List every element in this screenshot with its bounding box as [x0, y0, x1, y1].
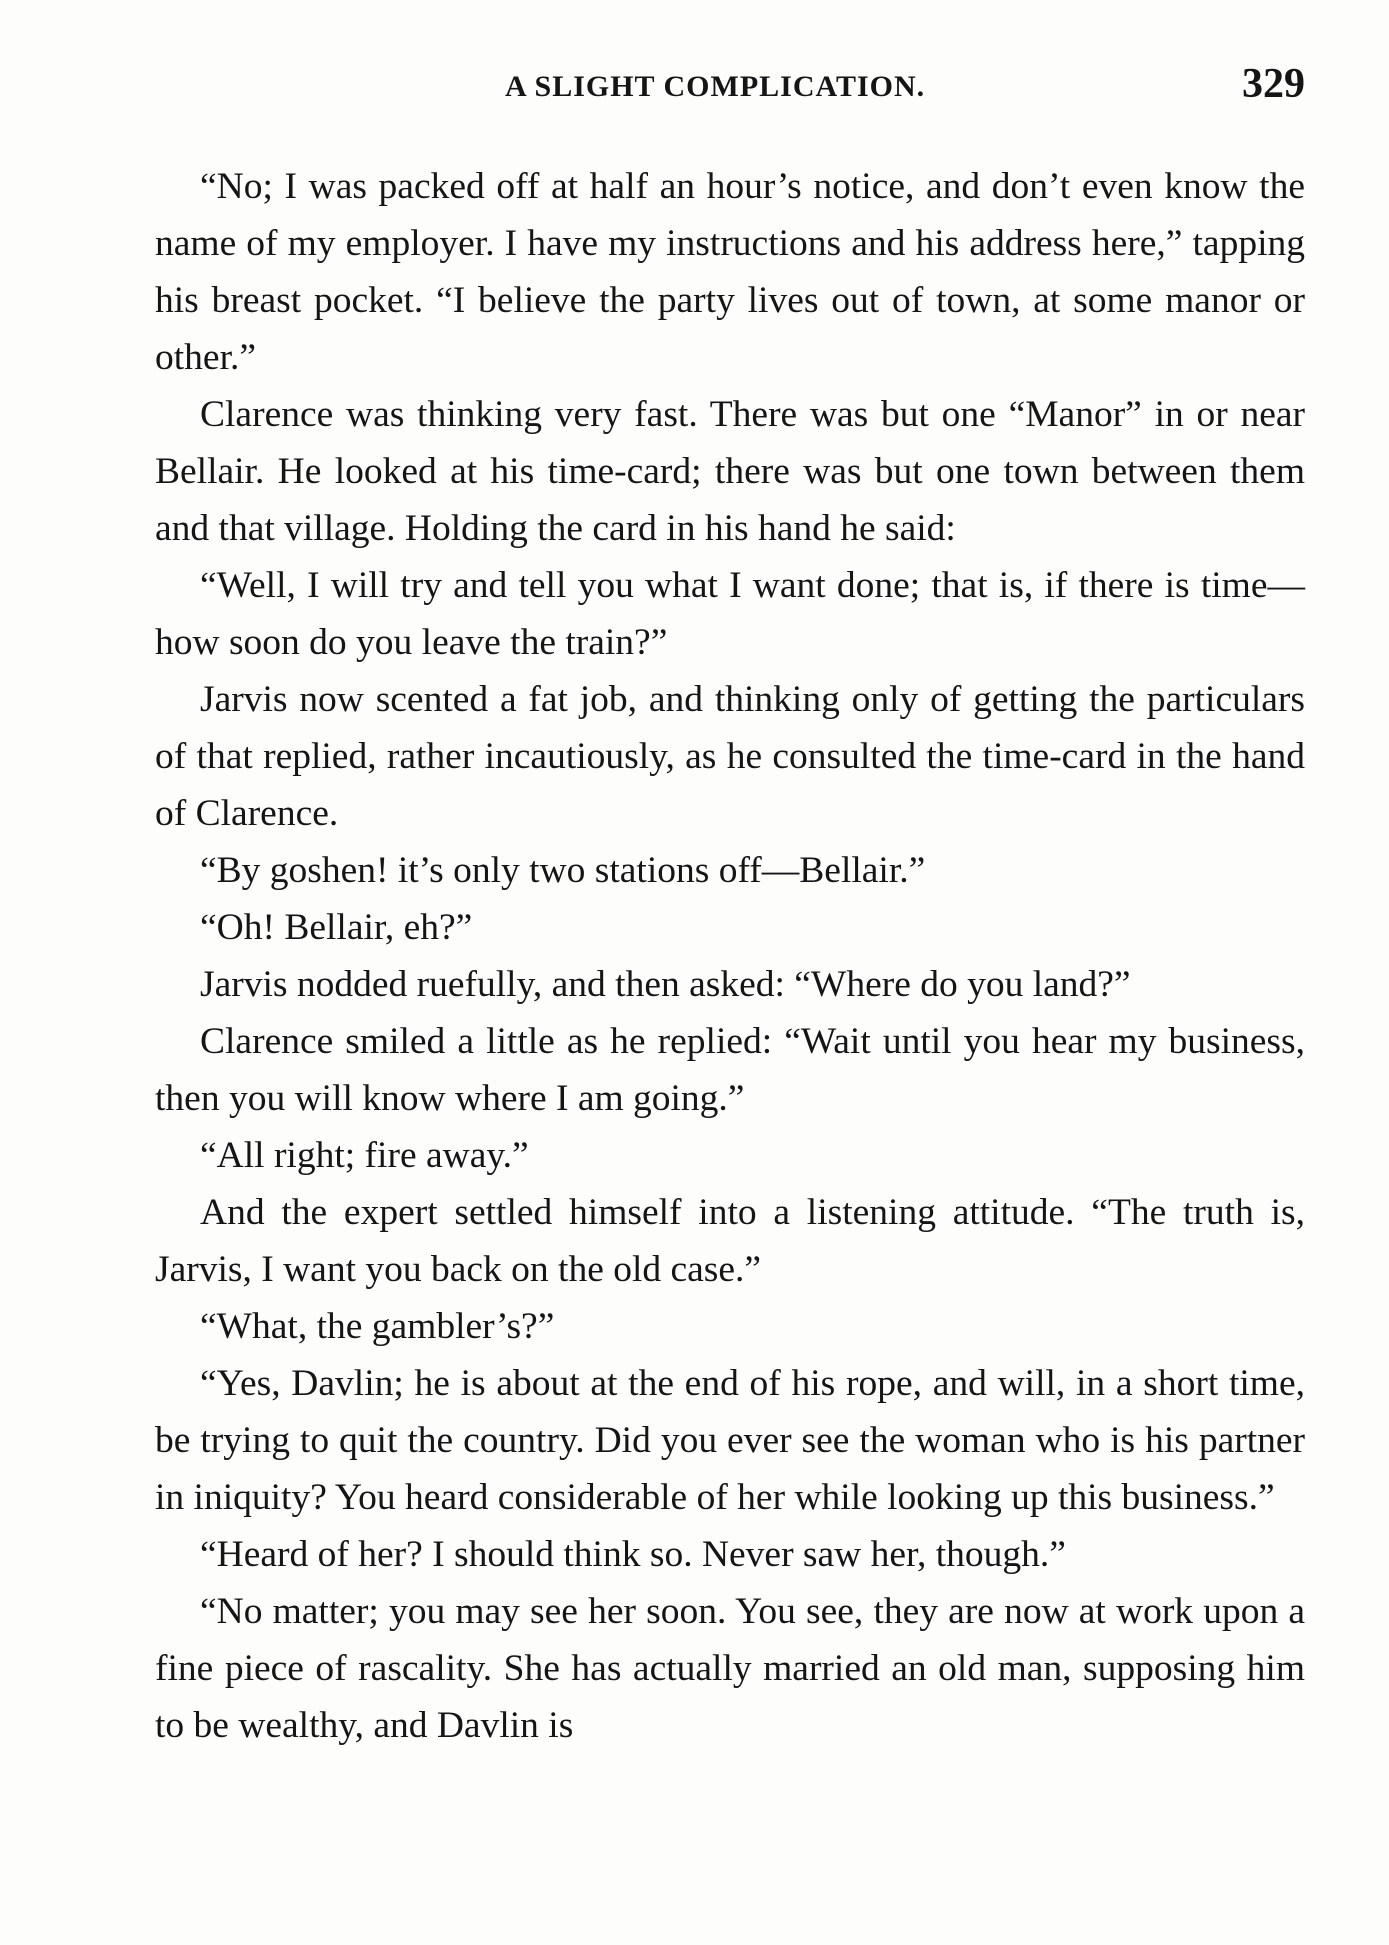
paragraph: “Heard of her? I should think so. Never saw her, though.”: [200, 1534, 1066, 1575]
paragraph: “By goshen! it’s only two stations off—Bellair.”: [200, 850, 926, 891]
paragraph: Jarvis now scented a fat job, and thinking only of getting the particulars of that replied, rather incautiously, as he consulted the time-card in the hand of Clarence.: [155, 679, 1305, 834]
paragraph: Clarence was thinking very fast. There was but one “Manor” in or near Bellair. He looked at his time-card; there was but one town between them and that village. Holding the card in his hand he said:: [155, 394, 1305, 549]
running-head: A SLIGHT COMPLICATION.: [505, 70, 926, 103]
body-text: [155, 158, 1305, 1754]
paragraph: “What, the gambler’s?”: [200, 1306, 555, 1347]
paragraph: “Well, I will try and tell you what I want done; that is, if there is time—how soon do you leave the train?”: [155, 565, 1305, 663]
paragraph: Clarence smiled a little as he replied: “Wait until you hear my business, then you will know where I am going.”: [155, 1021, 1305, 1119]
paragraph: “No matter; you may see her soon. You see, they are now at work upon a fine piece of rascality. She has actually married an old man, supposing him to be wealthy, and Davlin is: [155, 1591, 1305, 1746]
paragraph: “Oh! Bellair, eh?”: [200, 907, 473, 948]
paragraph: “Yes, Davlin; he is about at the end of his rope, and will, in a short time, be trying to quit the country. Did you ever see the woman who is his partner in iniquity? You heard considerable of her while looking up this business.”: [155, 1363, 1305, 1518]
paragraph: “All right; fire away.”: [200, 1135, 529, 1176]
paragraph: “No; I was packed off at half an hour’s notice, and don’t even know the name of my employer. I have my instructions and his address here,” tapping his breast pocket. “I believe the party lives out of town, at some manor or other.”: [155, 166, 1305, 378]
page-number: 329: [1242, 61, 1305, 107]
page-header: [155, 58, 1305, 118]
paragraph: Jarvis nodded ruefully, and then asked: “Where do you land?”: [200, 964, 1131, 1005]
paragraph: And the expert settled himself into a listening attitude. “The truth is, Jarvis, I want you back on the old case.”: [155, 1192, 1305, 1290]
